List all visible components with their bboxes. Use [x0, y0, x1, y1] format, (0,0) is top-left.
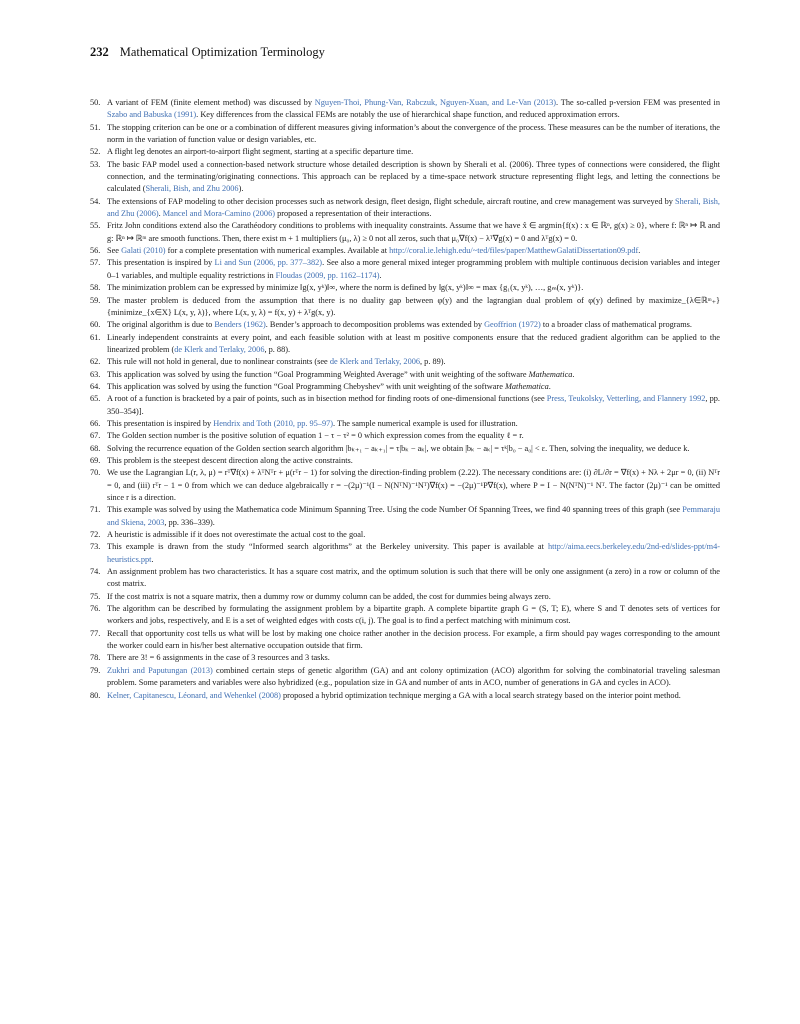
endnote-number: 70. [90, 468, 101, 478]
citation-link[interactable]: Galati (2010) [121, 246, 166, 256]
note-text: The master problem is deduced from the assumption that there is no duality gap between φ(y) and the lagrangian dual problem of φ(y) defined by maximize_{λ∈ℝᵐ₊} {minimize_{x∈X} L(x, y, λ)}, where L(x, y, λ) = f(x, y) + λᵀg(x, y). [107, 295, 720, 317]
note-text: . [548, 381, 551, 391]
note-text: Recall that opportunity cost tells us what will be lost by making one choice rather another in the decision process. For example, a firm should pay wages corresponding to the amount the worker could earn in his/her best alternative occupation outside that firm. [107, 628, 720, 651]
note-text: A flight leg denotes an airport-to-airport flight segment, starting at a specific departure time. [107, 147, 414, 157]
endnote-number: 77. [90, 628, 101, 638]
note-text: The original algorithm is due to [107, 320, 215, 330]
note-text: This presentation is inspired by [107, 258, 215, 268]
endnote [90, 332, 720, 357]
endnote [90, 282, 720, 294]
endnote [90, 393, 720, 418]
endnote-number: 59. [90, 295, 101, 305]
note-text: This problem is the steepest descent direction along the active constraints. [107, 455, 353, 465]
endnote-number: 64. [90, 381, 101, 391]
note-text: . Bender’s approach to decomposition problems was extended by [265, 320, 485, 330]
endnote [90, 220, 720, 245]
italic-text: Mathematica [504, 381, 549, 391]
citation-link[interactable]: Sherali, Bish, and Zhu 2006 [145, 184, 239, 194]
note-text: . The sample numerical example is used for illustration. [333, 418, 518, 428]
italic-text: Mathematica [528, 369, 573, 379]
note-text: This presentation is inspired by [107, 418, 214, 428]
note-text: , pp. 350–354)]. [107, 394, 720, 416]
note-text: There are 3! = 6 assignments in the case of 3 resources and 3 tasks. [107, 653, 330, 663]
citation-link[interactable]: Hendrix and Toth (2010, pp. 95–97) [213, 418, 334, 428]
note-text: Solving the recurrence equation of the Golden section search algorithm |bₖ₊₁ − aₖ₊₁| = τ|bₖ − aₖ|, we obtain |bₖ − aₖ| = τᵏ|b₀ − a₀| < ε. Then, solving the inequality, we deduce k. [107, 443, 690, 453]
note-text: An assignment problem has two characteristics. It has a square cost matrix, and the optimum solution is such that there will be only one assignment (a zero) in a row or column of the cost matrix. [107, 567, 720, 589]
note-text: If the cost matrix is not a square matrix, then a dummy row or dummy column can be added, the cost for dummies being always zero. [107, 591, 551, 601]
note-text: . [379, 270, 382, 280]
note-text: , p. 88). [264, 344, 291, 354]
endnote [90, 418, 720, 430]
endnote-number: 50. [90, 98, 101, 107]
endnote [90, 566, 720, 591]
endnote-number: 63. [90, 369, 101, 379]
endnote [90, 122, 720, 147]
endnote-number: 76. [90, 604, 101, 614]
note-text: This application was solved by using the function “Goal Programming Weighted Average” with unit weighting of the software [107, 369, 529, 379]
endnote-number: 56. [90, 246, 101, 256]
page-number: 232 [90, 45, 109, 59]
note-text: The algorithm can be described by formulating the assignment problem by a bipartite graph. A complete bipartite graph G = (S, T; E), where S and T denotes sets of vertices for workers and jobs, respectively, and E is a set of weighted edges with costs c(i, j). The goal is to find a perfect matching with minimum cost. [107, 604, 720, 626]
endnote [90, 245, 720, 257]
note-text: The extensions of FAP modeling to other decision processes such as network design, fleet design, flight schedule, aircraft routine, and crew management was surveyed by [107, 196, 676, 206]
endnote-number: 54. [90, 196, 101, 206]
citation-link[interactable]: Mancel and Mora-Camino (2006) [162, 209, 275, 219]
note-text: This application was solved by using the function “Goal Programming Chebyshev” with unit weighting of the software [107, 381, 505, 391]
endnote [90, 665, 720, 690]
citation-link[interactable]: de Klerk and Terlaky, 2006 [329, 357, 421, 367]
citation-link[interactable]: http://aima.eecs.berkeley.edu/2nd-ed/slides-ppt/m4-heuristics.ppt [107, 542, 720, 564]
endnote [90, 97, 720, 122]
endnote-number: 62. [90, 357, 101, 367]
citation-link[interactable]: Nguyen-Thoi, Phung-Van, Rabczuk, Nguyen-Xuan, and Le-Van (2013) [314, 98, 557, 107]
endnote [90, 455, 720, 467]
endnote-number: 71. [90, 505, 101, 515]
endnote-number: 68. [90, 443, 101, 453]
note-text: A variant of FEM (finite element method) was discussed by [107, 98, 315, 107]
citation-link[interactable]: Benders (1962) [214, 320, 266, 330]
note-text: This rule will not hold in general, due to nonlinear constraints (see [107, 357, 330, 367]
endnote-number: 53. [90, 159, 101, 169]
note-text: The Golden section number is the positive solution of equation 1 − τ − τ² = 0 which expression comes from the equality ℓ = r. [107, 431, 524, 441]
note-text: proposed a representation of their interactions. [275, 209, 432, 219]
citation-link[interactable]: Press, Teukolsky, Vetterling, and Flannery 1992 [546, 394, 706, 404]
endnote [90, 443, 720, 455]
endnote-number: 67. [90, 431, 101, 441]
citation-link[interactable]: de Klerk and Terlaky, 2006 [174, 344, 265, 354]
endnote [90, 295, 720, 320]
endnote [90, 196, 720, 221]
citation-link[interactable]: Kelner, Capitanescu, Léonard, and Wehenkel (2008) [107, 690, 281, 700]
note-text: proposed a hybrid optimization technique merging a GA with a local search strategy based on the interior point method. [280, 690, 681, 700]
endnote [90, 541, 720, 566]
endnote [90, 430, 720, 442]
note-text: The minimization problem can be expressed by minimize ‖g(x, yᵏ)‖∞, where the norm is defined by ‖g(x, yᵏ)‖∞ = max {g₁(x, yᵏ), …, gₘ(x, yᵏ)}. [107, 283, 584, 293]
note-text: The stopping criterion can be one or a combination of different measures giving information’s about the convergence of the process. These measures can be the number of iterations, the norm in the variation of function value or design variables, etc. [107, 122, 720, 145]
endnote [90, 319, 720, 331]
note-text: A root of a function is bracketed by a pair of points, such as in bisection method for finding roots of one-dimensional functions (see [107, 394, 547, 404]
note-text: . See also a more general mixed integer programming problem with multiple continuous decision variables and integer 0–1 variables, and multiple equality restrictions in [107, 258, 720, 280]
endnote-number: 57. [90, 258, 101, 268]
note-text: , pp. 336–339). [164, 517, 215, 527]
endnotes-list [90, 97, 720, 702]
endnote-number: 51. [90, 122, 101, 132]
endnote-number: 72. [90, 530, 101, 540]
endnote-number: 75. [90, 591, 101, 601]
endnote [90, 369, 720, 381]
endnote-number: 79. [90, 665, 101, 675]
endnote-number: 78. [90, 653, 101, 663]
citation-link[interactable]: http://coral.ie.lehigh.edu/~ted/files/paper/MatthewGalatiDissertation09.pdf [389, 246, 639, 256]
note-text: . [638, 246, 641, 256]
running-title: Mathematical Optimization Terminology [119, 45, 325, 59]
note-text: Fritz John conditions extend also the Carathéodory conditions to problems with inequality constraints. Assume that we have x̂ ∈ argmin{f(x) : x ∈ ℝⁿ, g(x) ≥ 0}, where f: ℝⁿ ↦ ℝ and g: ℝⁿ ↦ ℝᵐ are smooth functions. Then, there exist m + 1 multipliers (μ₀, λ) ≥ 0 not all zeros, such that μ₀∇f(x) − λᵀ∇g(x) = 0 and λᵀg(x) = 0. [107, 221, 720, 243]
citation-link[interactable]: Li and Sun (2006, pp. 377–382) [214, 258, 323, 268]
endnote-number: 74. [90, 567, 101, 577]
citation-link[interactable]: Pemmaraju and Skiena, 2003 [107, 505, 720, 527]
endnote [90, 529, 720, 541]
note-text: The basic FAP model used a connection-based network structure whose detailed description is shown by Sherali et al. (2006). Three types of connections were considered, the flight connection, and the terminating/originating connections. This approach can be replaced by a time-space network structure representing flight legs, and letting the connections be calculated ( [107, 159, 720, 194]
endnote [90, 652, 720, 664]
endnote [90, 467, 720, 504]
note-text: See [107, 246, 122, 256]
note-text: We use the Lagrangian L(r, λ, μ) = rᵀ∇f(x) + λᵀNᵀr + μ(rᵀr − 1) for solving the direction-finding problem (2.22). The necessary conditions are: (i) ∂L/∂r = ∇f(x) + Nλ + 2μr = 0, (ii) Nᵀr = 0, and (iii) rᵀr − 1 = 0 from which we can deduce algebraically r = −(2μ)⁻¹(I − N(NᵀN)⁻¹Nᵀ)∇f(x) = −(2μ)⁻¹P∇f(x), where P = I − N(NᵀN)⁻¹ Nᵀ. The factor (2μ)⁻¹ can be omitted since r is a direction. [107, 468, 720, 502]
endnote-number: 61. [90, 332, 101, 342]
endnote-number: 69. [90, 455, 101, 465]
note-text: . [158, 209, 163, 219]
note-text: This example was solved by using the Mathematica code Minimum Spanning Tree. Using the code Number Of Spanning Trees, we find 40 spanning trees of this graph (see [107, 505, 683, 515]
note-text: combined certain steps of genetic algorithm (GA) and ant colony optimization (ACO) algorithm for solving the combinatorial traveling salesman problem. Some parameters and variables were also hybridized (e.g., population size in GA and number of ants in ACO, number of generations in GA and cycles in ACO). [107, 665, 720, 688]
endnote [90, 159, 720, 196]
note-text: . [151, 554, 154, 564]
note-text: . [572, 369, 575, 379]
note-text: . The so-called p-version FEM was presented in [556, 98, 720, 107]
note-text: , p. 89). [420, 357, 446, 367]
note-text: for a complete presentation with numerical examples. Available at [165, 246, 390, 256]
endnote [90, 381, 720, 393]
endnote-number: 80. [90, 690, 101, 700]
endnote [90, 146, 720, 158]
endnote-number: 52. [90, 147, 101, 157]
endnote [90, 628, 720, 653]
note-text: A heuristic is admissible if it does not overestimate the actual cost to the goal. [107, 530, 366, 540]
citation-link[interactable]: Szabo and Babuska (1991) [107, 110, 197, 120]
endnote-number: 65. [90, 394, 101, 404]
endnote [90, 690, 720, 702]
citation-link[interactable]: Geoffrion (1972) [484, 320, 541, 330]
note-text: ). [238, 184, 244, 194]
endnote [90, 603, 720, 628]
endnote-number: 55. [90, 221, 101, 231]
endnote [90, 257, 720, 282]
endnote-number: 60. [90, 320, 101, 330]
note-text: to a broader class of mathematical programs. [540, 320, 692, 330]
note-text: Linearly independent constraints at every point, and each feasible solution with at least m positive components ensure that the reduced gradient algorithm can be applied to the linearized problem ( [107, 332, 720, 354]
endnote [90, 504, 720, 529]
note-text: This example is drawn from the study “Informed search algorithms” at the Berkeley university. This paper is available at [107, 542, 548, 552]
note-text: . Key differences from the classical FEMs are notably the use of hierarchical shape function, and reduced approximation errors. [196, 110, 620, 120]
citation-link[interactable]: Sherali, Bish, and Zhu (2006) [107, 196, 720, 219]
endnote-number: 66. [90, 418, 101, 428]
endnote [90, 356, 720, 368]
endnote [90, 591, 720, 603]
citation-link[interactable]: Floudas (2009, pp. 1162–1174) [275, 270, 380, 280]
endnote-number: 73. [90, 542, 101, 552]
endnote-number: 58. [90, 283, 101, 293]
running-head [90, 43, 325, 61]
citation-link[interactable]: Zukhri and Paputungan (2013) [107, 665, 213, 675]
